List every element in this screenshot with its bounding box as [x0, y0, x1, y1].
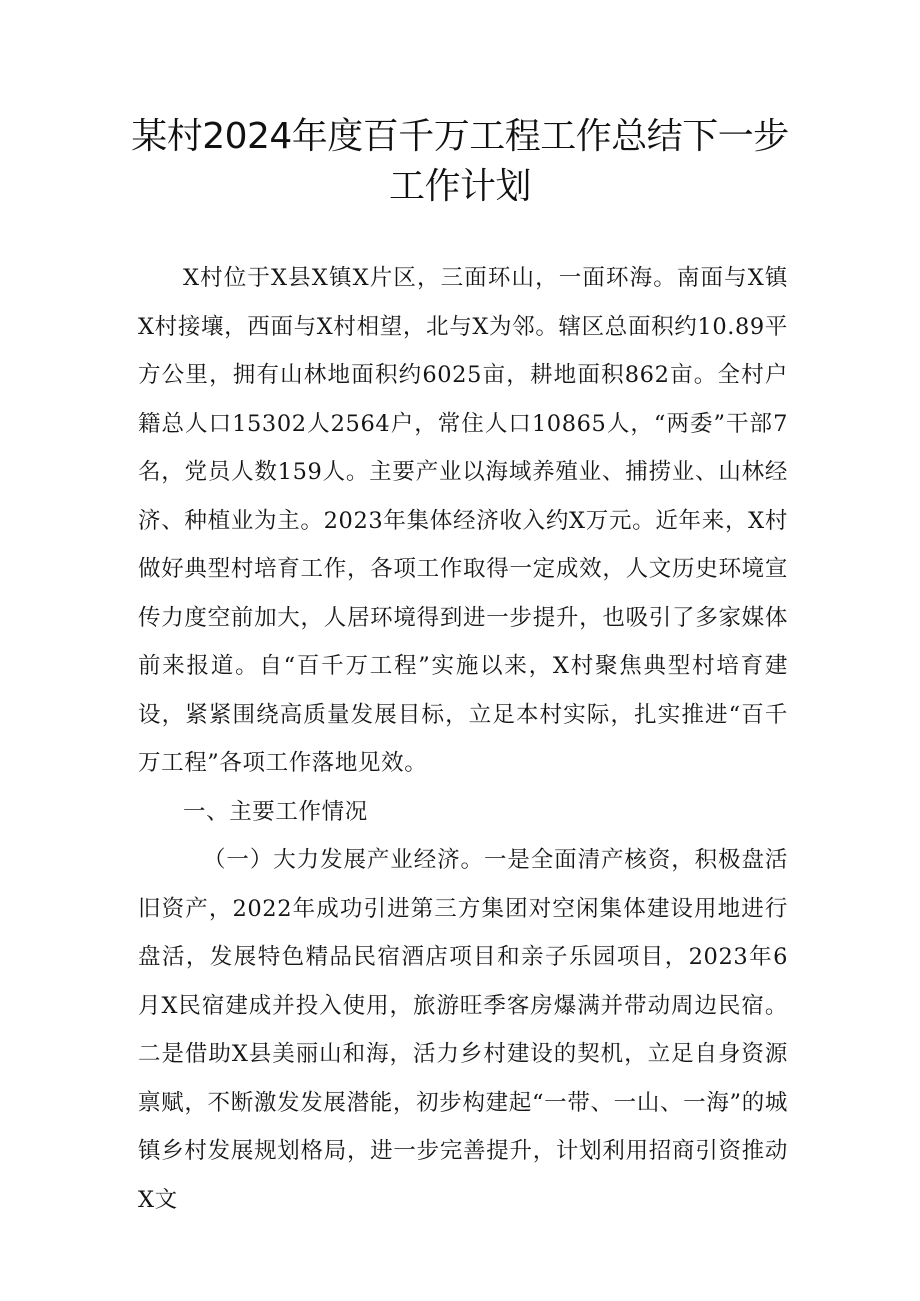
intro-paragraph: X村位于X县X镇X片区，三面环山，一面环海。南面与X镇X村接壤，西面与X村相望，北与X为邻。辖区总面积约10.89平方公里，拥有山林地面积约6025亩，耕地面积862亩。全村户籍总人口15302人2564户，常住人口10865人，“两委”干部7名，党员人数159人。主要产业以海域养殖业、捕捞业、山林经济、种植业为主。2023年集体经济收入约X万元。近年来，X村做好典型村培育工作，各项工作取得一定成效，人文历史环境宣传力度空前加大，人居环境得到进一步提升，也吸引了多家媒体前来报道。自“百千万工程”实施以来，X村聚焦典型村培育建设，紧紧围绕高质量发展目标，立足本村实际，扎实推进“百千万工程”各项工作落地见效。 [138, 265, 788, 776]
document-body [138, 254, 788, 1224]
section-heading-main-work: 一、主要工作情况 [183, 798, 368, 825]
document-title-line-1: 某村2024年度百千万工程工作总结下一步 [131, 116, 789, 157]
section-paragraph-industry-economy: （一）大力发展产业经济。一是全面清产核资，积极盘活旧资产，2022年成功引进第三方集团对空闲集体建设用地进行盘活，发展特色精品民宿酒店项目和亲子乐园项目，2023年6月X民宿建成并投入使用，旅游旺季客房爆满并带动周边民宿。二是借助X县美丽山和海，活力乡村建设的契机，立足自身资源禀赋，不断激发发展潜能，初步构建起“一带、一山、一海”的城镇乡村发展规划格局，进一步完善提升，计划利用招商引资推动X文 [138, 847, 788, 1213]
document-title-line-2: 工作计划 [388, 166, 531, 207]
